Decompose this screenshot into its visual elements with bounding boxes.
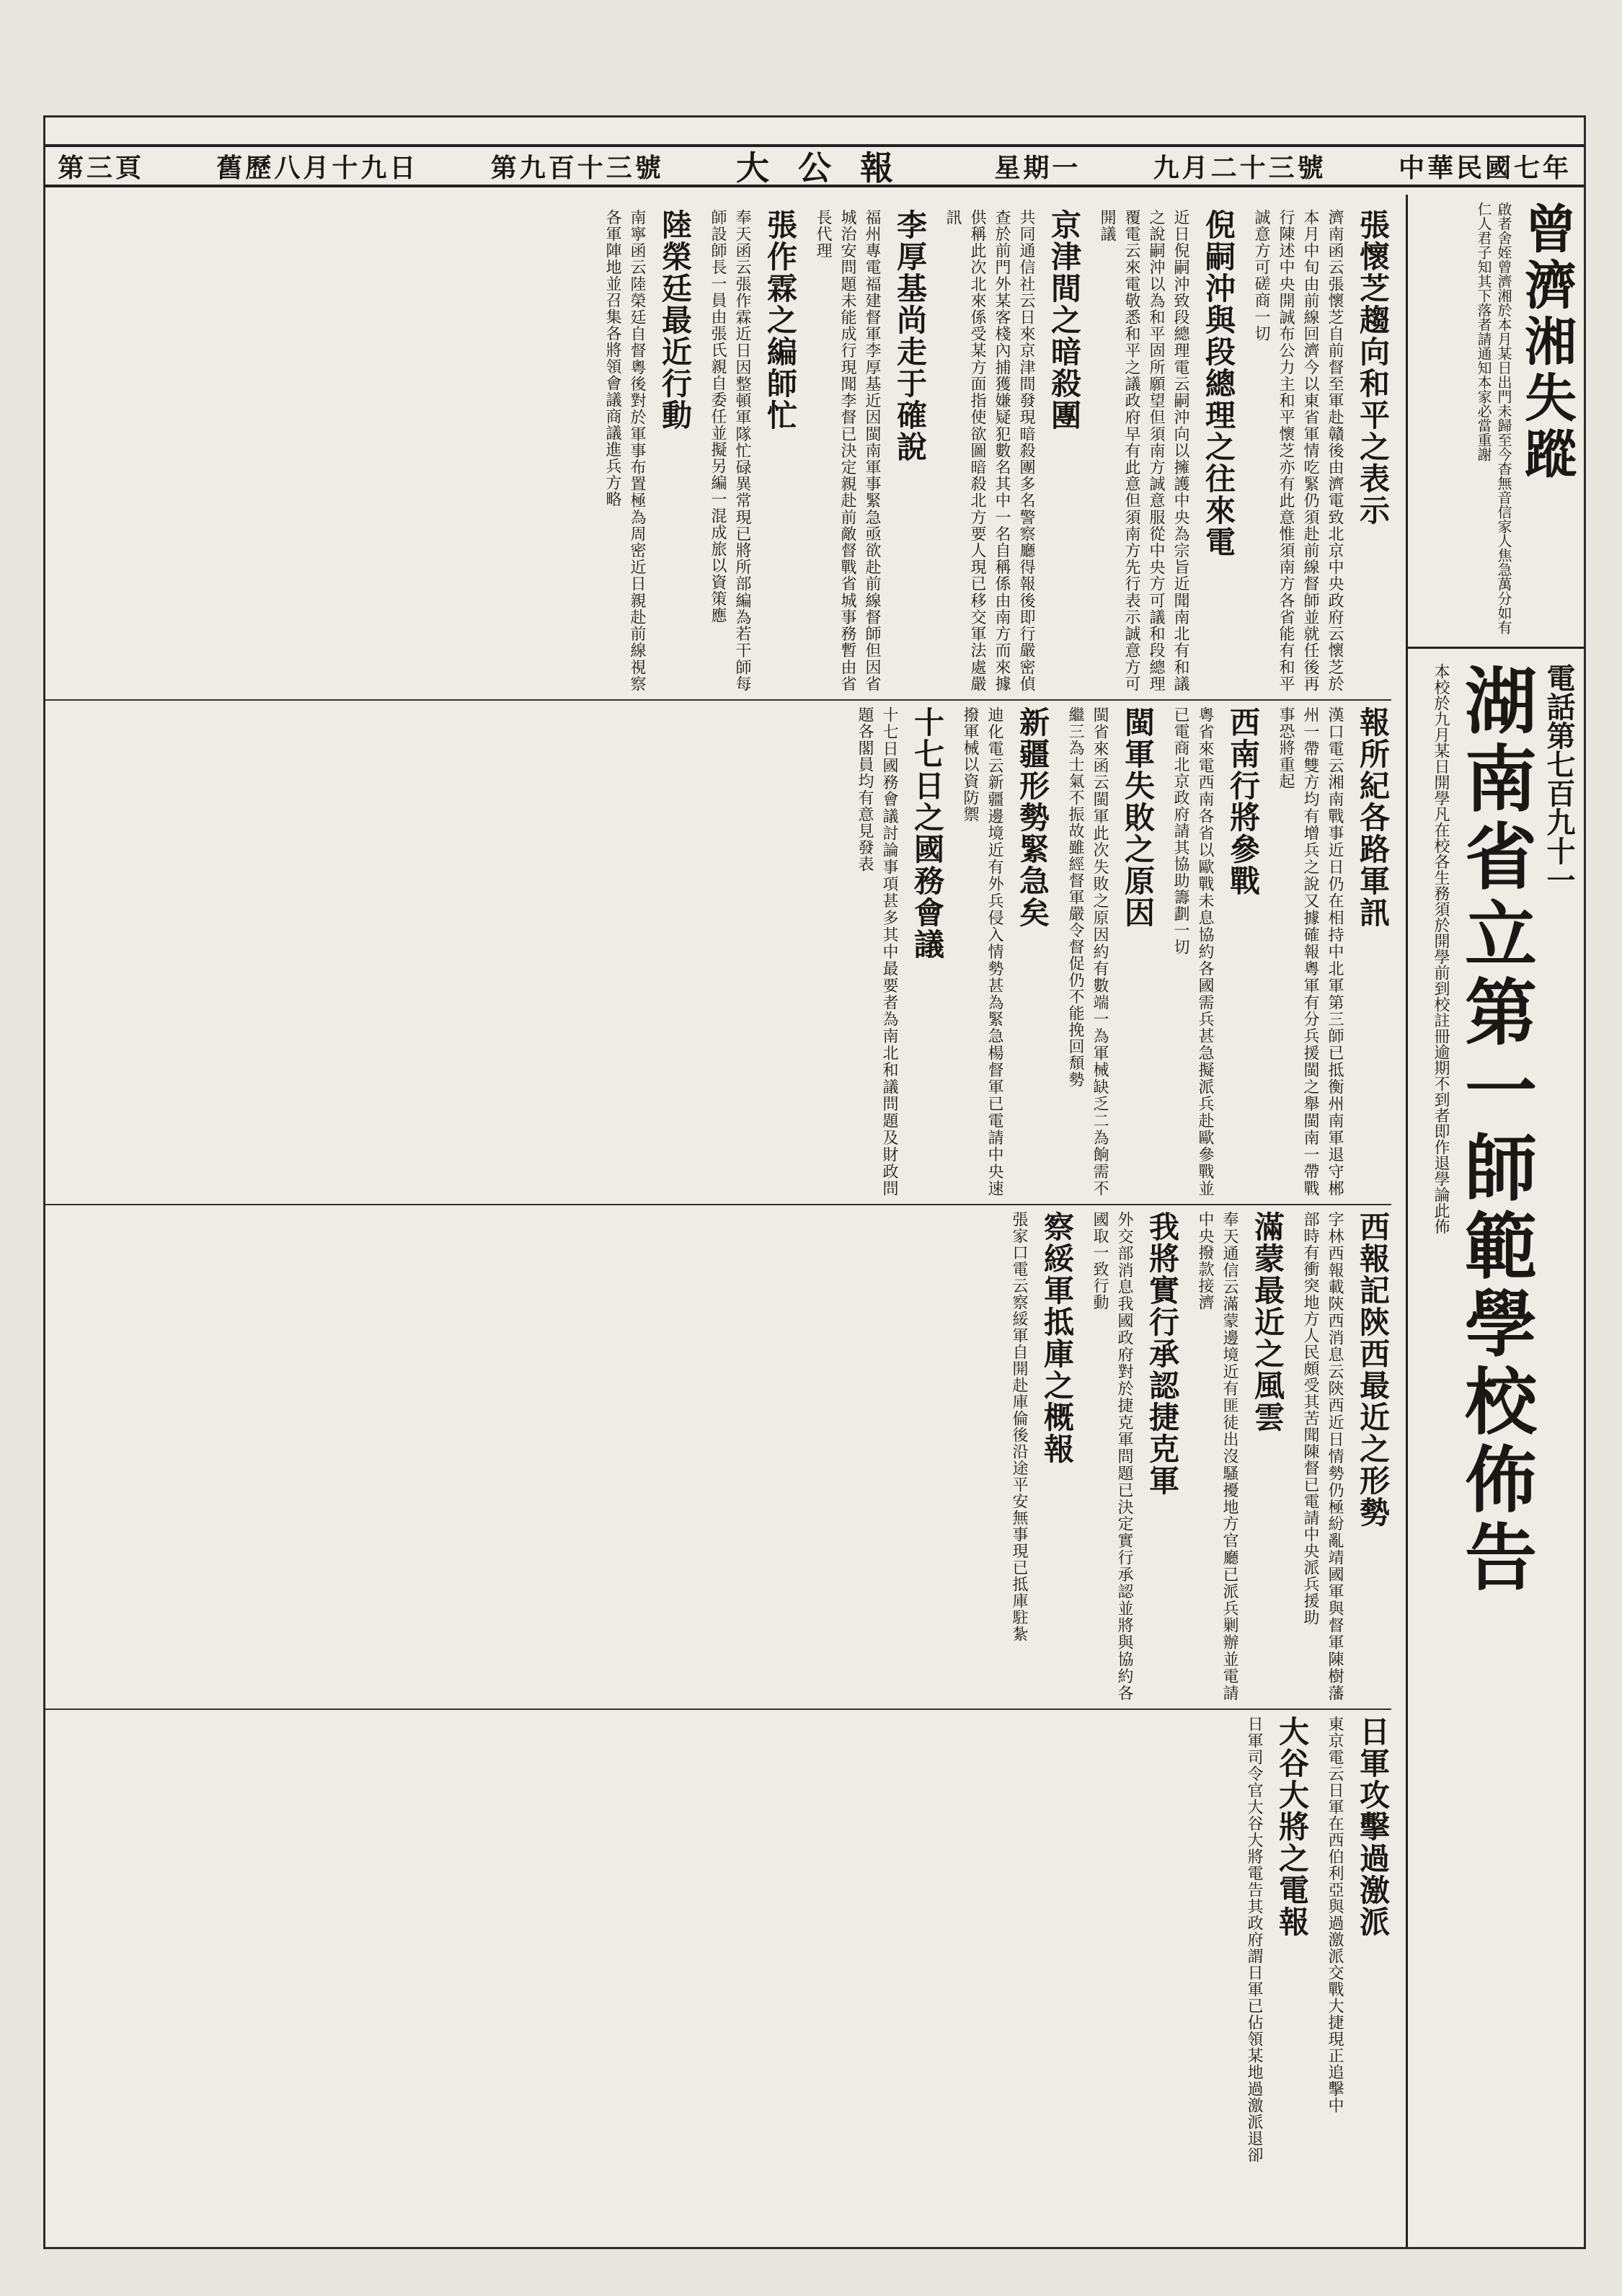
newspaper-page [43, 115, 1586, 2249]
article-text: 福州專電福建督軍李厚基近因閩南軍事緊急亟欲赴前線督師但因省城治安問題未能成行現聞李督已決定親赴前敵督戰省城事務暫由省長代理 [814, 209, 881, 692]
news-article [1192, 1211, 1286, 1701]
article-text: 奉天函云張作霖近日因整頓軍隊忙碌異常現已將所部編為若干師每師設師長一員由張氏親自委任並擬另編一混成旅以資策應 [709, 209, 751, 692]
article-text: 漢口電云湘南戰事近日仍在相持中北軍第三師已抵衡州南軍退守郴州一帶雙方均有增兵之說又據確報粵軍有分兵援閩之舉閩南一帶戰事恐將重起 [1277, 706, 1344, 1197]
news-article [1249, 209, 1391, 692]
article-text: 共同通信社云日來京津間發現暗殺團多名警察廳得報後即行嚴密偵查於前門外某客棧內捕獲嫌疑犯數名其中一名自稱係由南方而來據供稱此次北來係受某方面指使欲圖暗殺北方要人現已移交軍法處嚴訊 [944, 209, 1035, 692]
article-text: 日軍司令官大谷大將電告其政府謂日軍已佔領某地過激派退卻 [1245, 1716, 1263, 2163]
article-text: 近日倪嗣沖致段總理電云嗣沖向以擁護中央為宗旨近聞南北有和議之說嗣沖以為和平固所願望但須南方誠意服從中央方可議和段總理覆電云來電敬悉和平之議政府早有此意但須南方先行表示誠意方可開議 [1098, 209, 1189, 692]
news-article [810, 209, 929, 692]
phone-number: 電話第七百九十一 [1542, 663, 1576, 894]
news-article [1094, 209, 1237, 692]
article-text: 濟南函云張懷芝自前督至軍赴贛後由濟電致北京中央政府云懷芝於本月中旬由前線回濟今以東省軍情吃緊仍須赴前線督師並就任後再行陳述中央開誠布公力主和平懷芝亦有此意惟須南方各省能有和平誠意方可磋商一切 [1252, 209, 1344, 692]
article-headline: 大谷大將之電報 [1275, 1716, 1310, 1938]
article-headline: 陸榮廷最近行動 [657, 209, 693, 431]
ads-column [1406, 195, 1586, 2249]
page-number: 第三頁 [58, 152, 145, 183]
article-headline: 西南行將參戰 [1226, 706, 1261, 897]
article-text: 外交部消息我國政府對於捷克軍問題已決定實行承認並將與協約各國取一致行動 [1091, 1211, 1133, 1701]
article-headline: 新疆形勢緊急矣 [1015, 706, 1050, 928]
article-text: 張家口電云察綏軍自開赴庫倫後沿途平安無事現已抵庫駐紮 [1010, 1211, 1028, 1642]
notice-body: 啟者舍姪曾濟湘於本月某日出門未歸至今杳無音信家人焦急萬分如有仁人君子知其下落者請通知本家必當重謝 [1475, 202, 1512, 634]
date-western: 九月二十三號 [1153, 152, 1326, 183]
news-article [1168, 706, 1262, 1197]
article-headline: 西報記陝西最近之形勢 [1355, 1211, 1391, 1528]
article-text: 粵省來電西南各省以歐戰未息協約各國需兵甚急擬派兵赴歐參戰並已電商北京政府請其協助籌劃一切 [1171, 706, 1214, 1197]
article-text: 十七日國務會議討論事項甚多其中最要者為南北和議問題及財政問題各閣員均有意見發表 [856, 706, 898, 1197]
article-headline: 十七日之國務會議 [910, 706, 945, 960]
notice-title: 曾濟湘失蹤 [1516, 202, 1577, 483]
news-band-3 [43, 1211, 1391, 1701]
news-article [1241, 1716, 1311, 2163]
missing-person-notice [1406, 195, 1586, 649]
article-text: 迪化電云新疆邊境近有外兵侵入情勢甚為緊急楊督軍已電請中央速撥軍械以資防禦 [961, 706, 1003, 1197]
school-notice-title: 湖南省立第一師範學校佈告 [1453, 663, 1538, 1597]
news-article [1273, 706, 1391, 1197]
news-article [940, 209, 1083, 692]
news-band-2 [43, 706, 1391, 1197]
news-article [1322, 1716, 1391, 2114]
article-headline: 張作霖之編師忙 [763, 209, 798, 431]
news-article [1298, 1211, 1391, 1701]
article-headline: 滿蒙最近之風雲 [1250, 1211, 1285, 1433]
news-article [1087, 1211, 1181, 1701]
issue-number: 第九百十三號 [490, 152, 664, 183]
article-headline: 我將實行承認捷克軍 [1145, 1211, 1180, 1497]
news-article [600, 209, 693, 692]
news-band-1 [43, 209, 1391, 692]
school-notice-body: 本校於九月某日開學凡在校各生務須於開學前到校註冊逾期不到者即作退學論此佈 [1432, 663, 1450, 1234]
school-notice [1406, 656, 1586, 2249]
masthead [43, 144, 1586, 187]
divider [43, 1708, 1391, 1710]
news-band-4 [43, 1716, 1391, 2242]
article-text: 東京電云日軍在西伯利亞與過激派交戰大捷現正追擊中 [1326, 1716, 1344, 2114]
news-article [1063, 706, 1156, 1197]
date-lunar: 舊歷八月十九日 [216, 152, 419, 183]
date-republic: 中華民國七年 [1398, 152, 1572, 183]
article-headline: 報所紀各路軍訊 [1355, 706, 1391, 928]
paper-name: 大公報 [736, 149, 923, 187]
article-headline: 京津間之暗殺團 [1047, 209, 1082, 431]
divider [43, 1204, 1391, 1205]
article-headline: 張懷芝趨向和平之表示 [1355, 209, 1391, 526]
news-body [43, 209, 1391, 2242]
article-headline: 閩軍失敗之原因 [1120, 706, 1156, 928]
divider [43, 699, 1391, 701]
article-headline: 察綏軍抵庫之概報 [1040, 1211, 1075, 1465]
news-article [1006, 1211, 1076, 1642]
article-text: 南寧函云陸榮廷自督粵後對於軍事布置極為周密近日親赴前線視察各軍陣地並召集各將領會議商議進兵方略 [603, 209, 646, 692]
article-text: 字林西報載陝西消息云陝西近日情勢仍極紛亂靖國軍與督軍陳樹藩部時有衝突地方人民頗受其苦聞陳督已電請中央派兵援助 [1301, 1211, 1344, 1701]
news-article [705, 209, 799, 692]
article-headline: 李厚基尚走于確說 [892, 209, 928, 463]
news-article [957, 706, 1051, 1197]
article-text: 閩省來函云閩軍此次失敗之原因約有數端一為軍械缺乏二為餉需不繼三為士氣不振故雖經督軍嚴令督促仍不能挽回頹勢 [1066, 706, 1109, 1197]
article-text: 奉天通信云滿蒙邊境近有匪徒出沒騷擾地方官廳已派兵剿辦並電請中央撥款接濟 [1196, 1211, 1238, 1701]
article-headline: 倪嗣沖與段總理之往來電 [1201, 209, 1236, 558]
article-headline: 日軍攻擊過激派 [1355, 1716, 1391, 1938]
weekday: 星期一 [994, 152, 1081, 183]
news-article [852, 706, 946, 1197]
